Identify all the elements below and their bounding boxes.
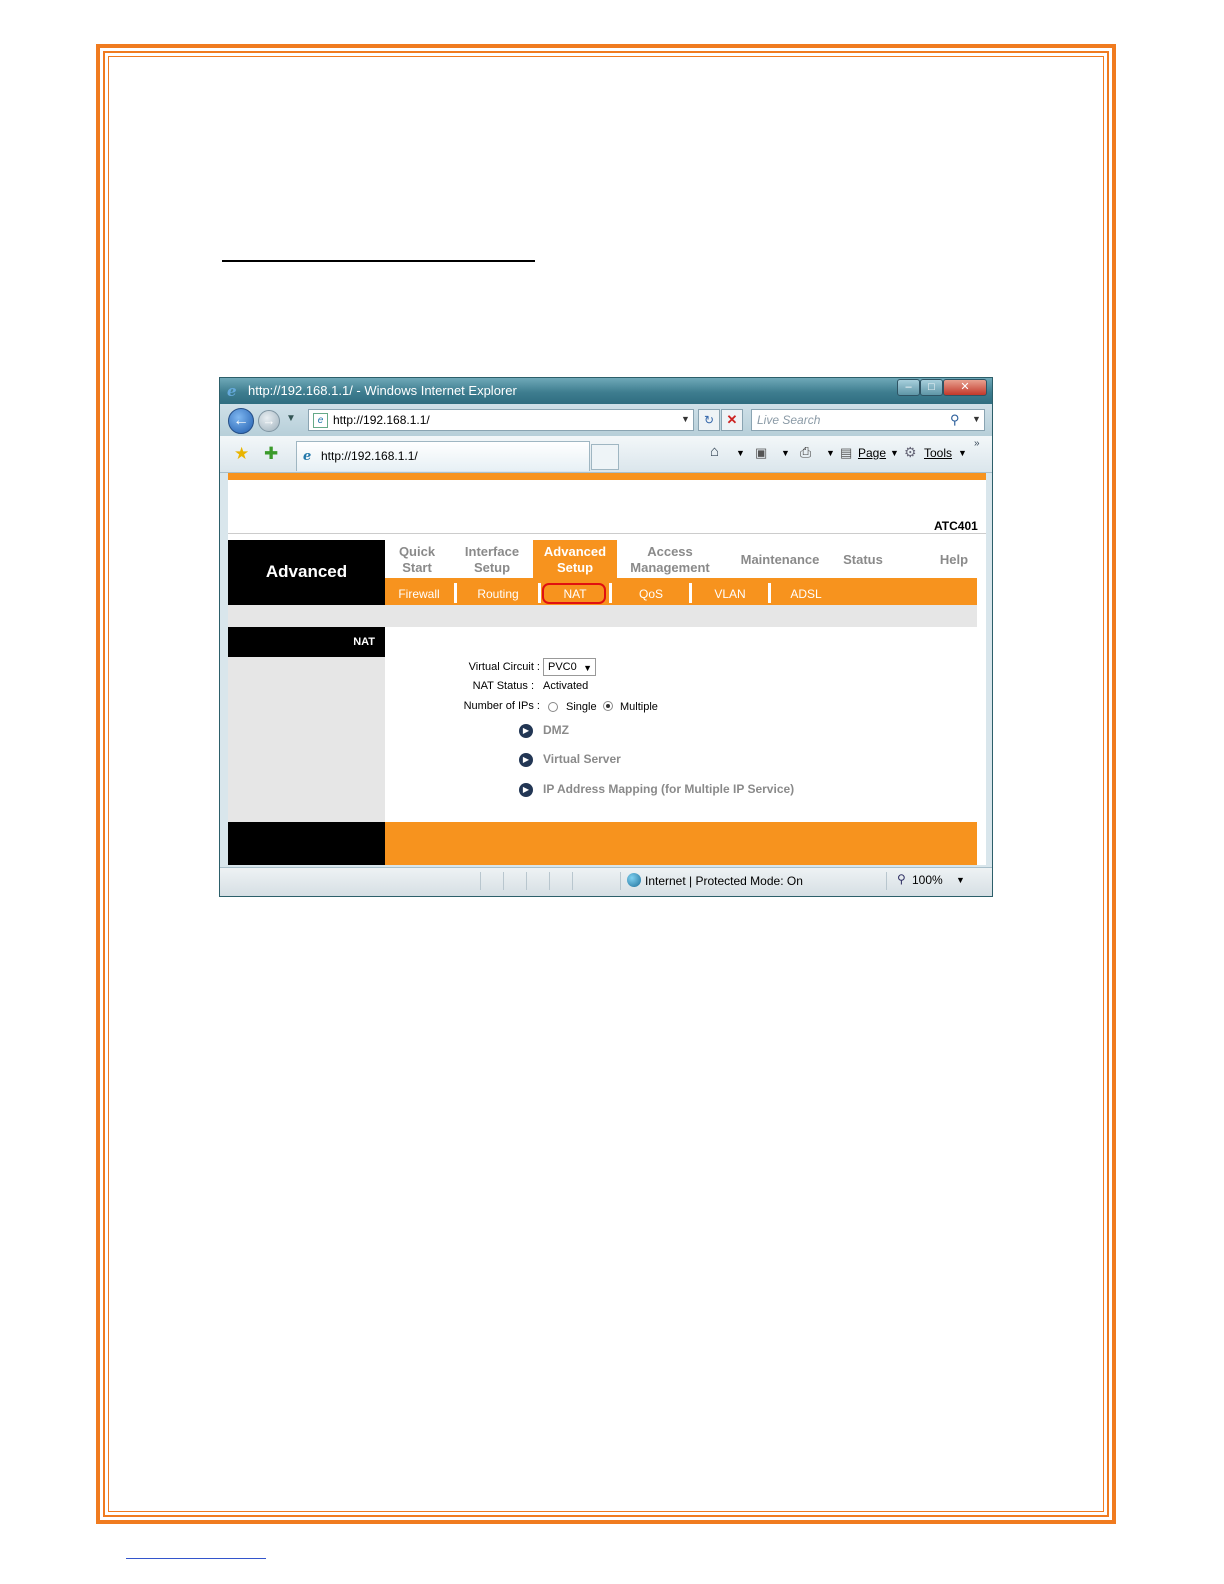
stop-button[interactable]: ✕: [721, 409, 743, 431]
new-tab-button[interactable]: [591, 444, 619, 470]
browser-window: [219, 377, 993, 897]
submenu-separator: [689, 583, 692, 603]
submenu-firewall[interactable]: Firewall: [398, 587, 440, 601]
page-menu-icon: ▤: [840, 445, 853, 460]
radio-single-label: Single: [566, 701, 597, 713]
submenu-separator: [454, 583, 457, 603]
submenu-separator: [538, 583, 541, 603]
radio-single[interactable]: [548, 702, 558, 712]
print-dropdown-icon[interactable]: ▼: [826, 448, 835, 458]
menu-quick-start[interactable]: Quick Start: [398, 544, 436, 575]
title-bar: [220, 378, 992, 404]
search-placeholder: Live Search: [757, 413, 821, 427]
back-button[interactable]: ←: [228, 408, 254, 434]
heading-underline: [222, 260, 535, 262]
virtual-server-link[interactable]: Virtual Server: [543, 752, 621, 766]
search-dropdown-icon[interactable]: ▼: [972, 414, 981, 424]
address-dropdown-icon[interactable]: ▼: [681, 414, 690, 424]
forward-button[interactable]: →: [258, 410, 280, 432]
status-divider: [886, 872, 887, 890]
nat-highlight-circle: [542, 583, 606, 604]
status-divider: [572, 872, 573, 890]
tools-menu[interactable]: Tools: [924, 446, 953, 460]
status-bar: [220, 867, 992, 896]
address-text: http://192.168.1.1/: [333, 413, 430, 427]
zoom-dropdown-icon[interactable]: ▼: [956, 875, 965, 885]
menu-help[interactable]: Help: [939, 552, 969, 567]
status-divider: [526, 872, 527, 890]
address-row: [220, 404, 992, 436]
footer-orange-bar: [385, 822, 977, 865]
section-title: Advanced: [228, 540, 385, 605]
side-panel: [228, 657, 385, 822]
tools-dropdown-icon[interactable]: ▼: [958, 448, 967, 458]
browser-tab[interactable]: [296, 441, 590, 471]
nat-status-label: NAT Status :: [472, 680, 534, 692]
virtual-circuit-label: Virtual Circuit :: [468, 661, 540, 673]
model-name: ATC401: [934, 519, 978, 533]
chevron-more-icon[interactable]: »: [974, 438, 980, 449]
search-input[interactable]: [751, 409, 985, 431]
footer-black-block: [228, 822, 385, 865]
submenu-separator: [768, 583, 771, 603]
tab-title: http://192.168.1.1/: [321, 449, 418, 463]
page-icon: e: [313, 413, 328, 428]
menu-interface-setup[interactable]: Interface Setup: [464, 544, 520, 575]
submenu-qos[interactable]: QoS: [638, 587, 663, 601]
gear-icon: ⚙: [904, 444, 917, 460]
header-divider: [228, 533, 986, 534]
virtual-server-bullet-icon: ▶: [519, 753, 533, 767]
ie-logo-icon: e: [227, 382, 237, 400]
router-page: [228, 473, 986, 865]
refresh-button[interactable]: ↻: [698, 409, 720, 431]
ip-mapping-bullet-icon: ▶: [519, 783, 533, 797]
submenu-routing[interactable]: Routing: [477, 587, 519, 601]
tab-page-icon: e: [303, 449, 312, 464]
home-dropdown-icon[interactable]: ▼: [736, 448, 745, 458]
gray-band: [228, 605, 977, 627]
menu-status[interactable]: Status: [843, 552, 883, 567]
chevron-down-icon: ▼: [583, 663, 592, 673]
radio-multiple[interactable]: [603, 701, 613, 711]
favorites-row: [220, 436, 992, 473]
status-divider: [620, 872, 621, 890]
security-zone-text: Internet | Protected Mode: On: [645, 874, 803, 888]
zoom-level[interactable]: 100%: [912, 873, 943, 887]
search-icon[interactable]: ⚲: [950, 412, 960, 427]
nat-status-value: Activated: [543, 680, 589, 692]
internet-globe-icon: [627, 873, 641, 887]
favorites-star-icon[interactable]: ★: [234, 444, 250, 463]
home-icon[interactable]: ⌂: [710, 443, 720, 460]
top-orange-bar: [228, 473, 986, 480]
dmz-link[interactable]: DMZ: [543, 723, 569, 737]
submenu-nat[interactable]: NAT: [563, 587, 587, 601]
add-favorite-icon[interactable]: ✚: [264, 444, 279, 463]
maximize-button[interactable]: □: [920, 379, 943, 396]
side-heading: NAT: [228, 627, 385, 657]
menu-advanced-setup[interactable]: Advanced Setup: [543, 544, 607, 575]
submenu-adsl[interactable]: ADSL: [790, 587, 822, 601]
close-button[interactable]: ✕: [943, 379, 987, 396]
page-menu[interactable]: Page: [858, 446, 887, 460]
status-divider: [549, 872, 550, 890]
menu-access-management[interactable]: Access Management: [630, 544, 710, 575]
ip-address-mapping-link[interactable]: IP Address Mapping (for Multiple IP Service): [543, 782, 795, 796]
radio-multiple-label: Multiple: [620, 701, 658, 713]
feeds-dropdown-icon[interactable]: ▼: [781, 448, 790, 458]
submenu-separator: [609, 583, 612, 603]
feeds-icon[interactable]: ▣: [755, 445, 768, 460]
number-of-ips-label: Number of IPs :: [463, 700, 540, 712]
footer-link-underline: [126, 1558, 266, 1559]
menu-maintenance[interactable]: Maintenance: [740, 552, 820, 567]
print-icon[interactable]: ⎙: [800, 444, 812, 460]
history-dropdown-icon[interactable]: ▼: [286, 413, 296, 424]
window-title: http://192.168.1.1/ - Windows Internet Explorer: [248, 383, 517, 398]
zoom-icon[interactable]: ⚲: [897, 872, 906, 886]
dmz-bullet-icon: ▶: [519, 724, 533, 738]
status-divider: [480, 872, 481, 890]
virtual-circuit-select[interactable]: PVC0 ▼: [543, 658, 596, 676]
address-bar[interactable]: [308, 409, 694, 431]
status-divider: [503, 872, 504, 890]
minimize-button[interactable]: –: [897, 379, 920, 396]
page-dropdown-icon[interactable]: ▼: [890, 448, 899, 458]
submenu-vlan[interactable]: VLAN: [714, 587, 746, 601]
